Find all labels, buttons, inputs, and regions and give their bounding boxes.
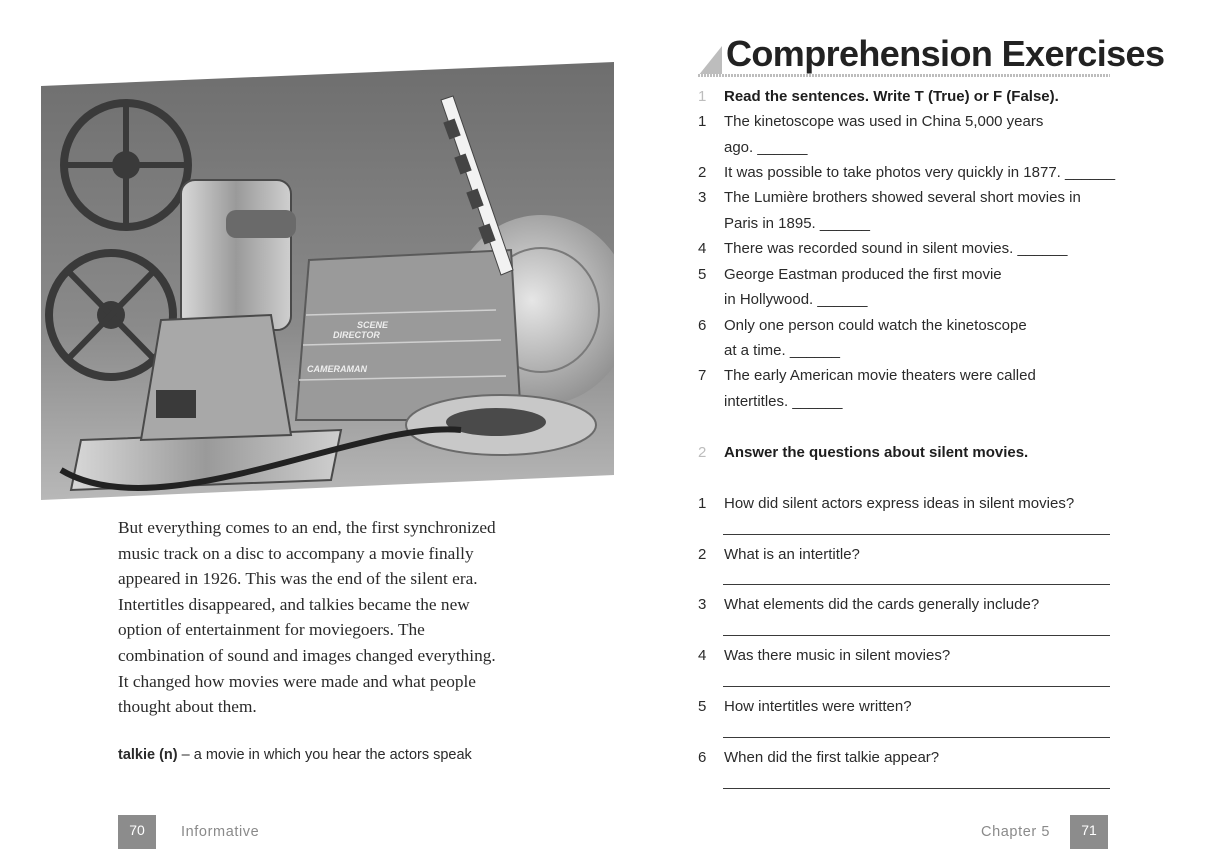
tf-item-text: The early American movie theaters were called <box>724 367 1036 384</box>
projector-clapperboard-image <box>41 60 614 500</box>
tf-item-number: 5 <box>698 266 707 283</box>
section-2-instruction: Answer the questions about silent movies. <box>724 444 1029 461</box>
section-2-number: 2 <box>698 444 707 461</box>
page-number-right: 71 <box>1070 815 1108 849</box>
section-1-instruction: Read the sentences. Write T (True) or F (False). <box>724 88 1059 105</box>
question-number: 5 <box>698 698 707 715</box>
tf-item-number: 6 <box>698 317 707 334</box>
tf-item-text: The kinetoscope was used in China 5,000 years <box>724 113 1044 130</box>
glossary-entry <box>118 747 472 763</box>
tf-item-text: ago. ______ <box>724 139 808 156</box>
tf-item-text: It was possible to take photos very quickly in 1877. ______ <box>724 164 1116 181</box>
paragraph-line: combination of sound and images changed everything. <box>118 645 496 665</box>
answer-line[interactable] <box>723 737 1110 738</box>
tf-item-text: intertitles. ______ <box>724 393 843 410</box>
footer-label-left: Informative <box>181 824 260 840</box>
footer-label-right: Chapter 5 <box>981 824 1051 840</box>
question-text: When did the first talkie appear? <box>724 749 940 766</box>
tf-item-text: Paris in 1895. ______ <box>724 215 870 232</box>
tf-item-number: 7 <box>698 367 707 384</box>
tf-item-text: Only one person could watch the kinetoscope <box>724 317 1027 334</box>
tf-item-number: 4 <box>698 240 707 257</box>
question-text: How intertitles were written? <box>724 698 912 715</box>
section-1-number: 1 <box>698 88 707 105</box>
tf-item-number: 2 <box>698 164 707 181</box>
page-title: Comprehension Exercises <box>726 33 1165 74</box>
paragraph-line: thought about them. <box>118 697 257 717</box>
paragraph-line: It changed how movies were made and what people <box>118 671 476 691</box>
tf-item-number: 3 <box>698 189 707 206</box>
tf-item-text: There was recorded sound in silent movies. ______ <box>724 240 1068 257</box>
question-text: Was there music in silent movies? <box>724 647 951 664</box>
paragraph-line: music track on a disc to accompany a movie finally <box>118 543 474 563</box>
title-corner-icon <box>698 40 722 76</box>
answer-line[interactable] <box>723 788 1110 789</box>
question-number: 6 <box>698 749 707 766</box>
clapper-scene-label: SCENE <box>357 320 389 330</box>
page-number-left: 70 <box>118 815 156 849</box>
question-text: How did silent actors express ideas in silent movies? <box>724 495 1075 512</box>
tf-item-text: at a time. ______ <box>724 342 840 359</box>
clapper-cameraman-label: CAMERAMAN <box>307 364 367 374</box>
answer-line[interactable] <box>723 584 1110 585</box>
question-number: 2 <box>698 546 707 563</box>
paragraph-line: option of entertainment for moviegoers. The <box>118 620 425 640</box>
tf-item-text: in Hollywood. ______ <box>724 291 868 308</box>
paragraph-line: appeared in 1926. This was the end of the silent era. <box>118 569 478 589</box>
question-number: 1 <box>698 495 707 512</box>
question-number: 3 <box>698 596 707 613</box>
answer-line[interactable] <box>723 686 1110 687</box>
glossary-term: talkie (n) <box>118 747 178 763</box>
answer-line[interactable] <box>723 635 1110 636</box>
clapper-director-label: DIRECTOR <box>333 330 380 340</box>
film-projector-photo <box>41 60 614 500</box>
question-number: 4 <box>698 647 707 664</box>
paragraph-line: But everything comes to an end, the first synchronized <box>118 518 496 537</box>
body-paragraph <box>118 515 538 720</box>
question-text: What elements did the cards generally include? <box>724 596 1040 613</box>
paragraph-line: Intertitles disappeared, and talkies became the new <box>118 594 470 614</box>
answer-line[interactable] <box>723 534 1110 535</box>
question-text: What is an intertitle? <box>724 546 860 563</box>
glossary-definition: – a movie in which you hear the actors speak <box>177 747 472 763</box>
tf-item-text: George Eastman produced the first movie <box>724 266 1002 283</box>
tf-item-number: 1 <box>698 113 707 130</box>
tf-item-text: The Lumière brothers showed several short movies in <box>724 189 1081 206</box>
